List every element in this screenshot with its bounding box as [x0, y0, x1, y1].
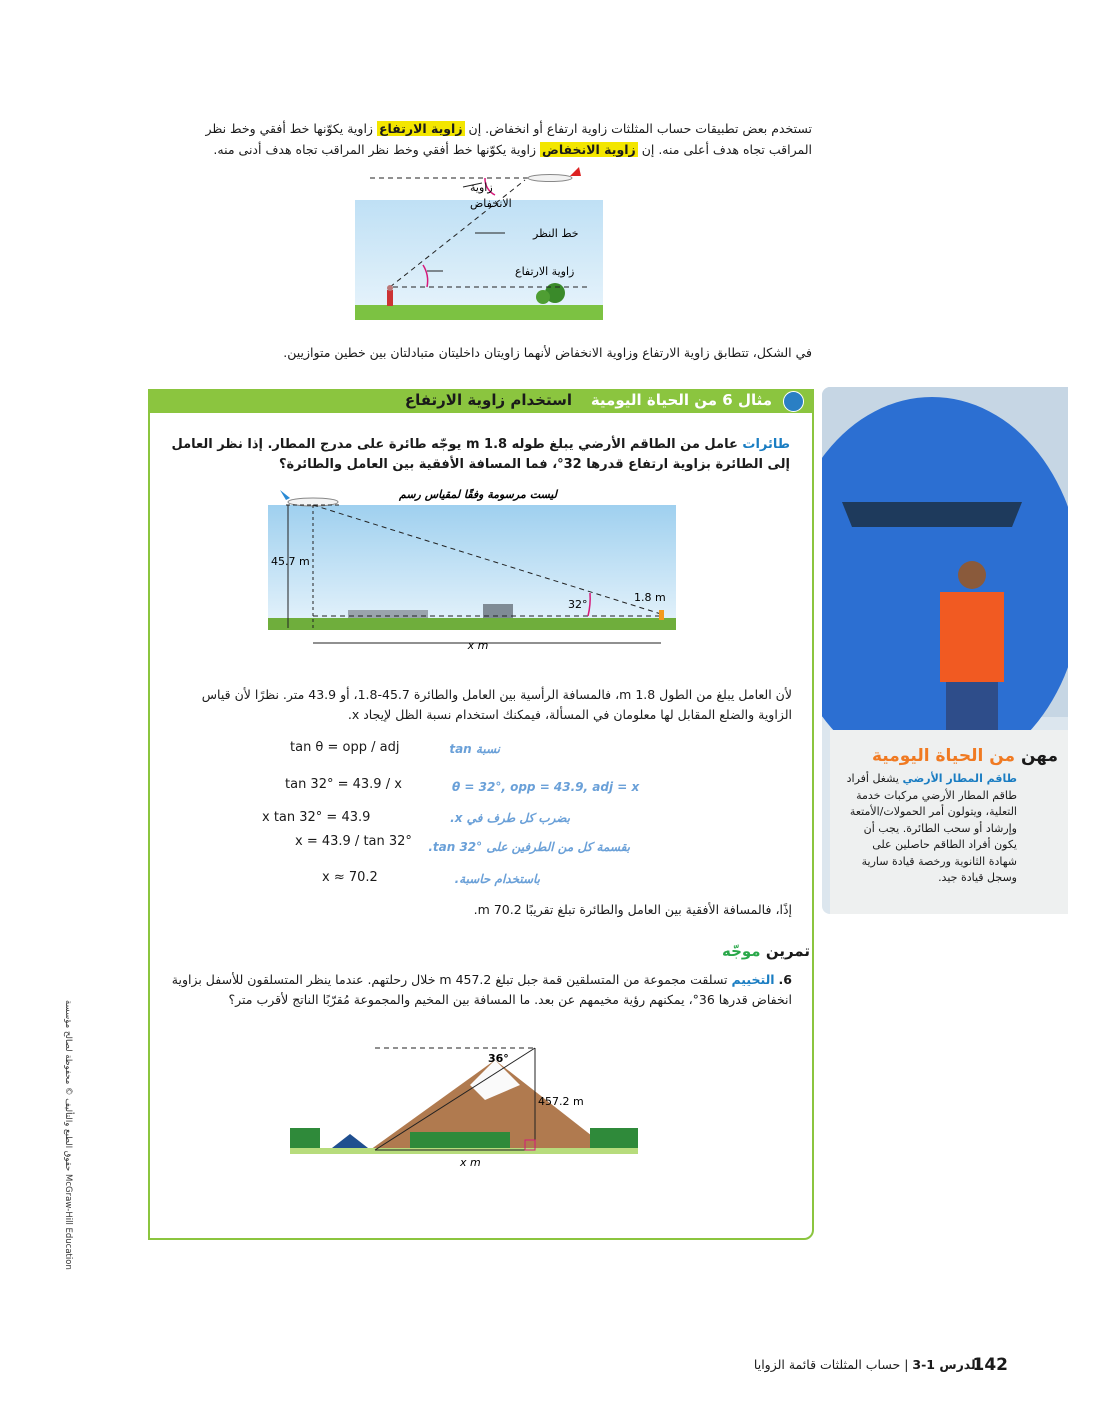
example-header	[148, 389, 812, 413]
copyright-credit: حقوق الطبع والتأليف © محفوظة لصالح مؤسسة McGraw-Hill Education	[63, 1000, 73, 1270]
globe-icon	[783, 391, 804, 412]
example-title: استخدام زاوية الارتفاع	[404, 391, 572, 409]
fig3-x-label: x m	[460, 1156, 481, 1169]
fig-x-label: x m	[467, 639, 489, 652]
step-4-equation: x = 43.9 / tan 32°	[295, 834, 412, 849]
example-number: مثال 6 من الحياة اليومية	[590, 391, 772, 409]
practice-6-question: 6. التخييم تسلقت مجموعة من المتسلقين قمة جبل تبلغ 457.2 m خلال رحلتهم. عندما ينظر المتسلقون للأسفل بزاوية انخفاض قدرها 36°، يمكنهم رؤية مخيمهم عن بعد. ما المسافة بين المخيم والمجموعة مُقرّبًا الناتج لأقرب متر؟	[171, 972, 792, 1007]
step-2-note: θ = 32°, opp = 43.9, adj = x	[452, 780, 640, 794]
fig-angle-label: 32°	[568, 598, 588, 611]
step-2-equation: tan 32° = 43.9 / x	[285, 777, 402, 792]
label-line-of-sight: خط النظر	[533, 227, 579, 240]
fig3-angle-label: 36°	[488, 1052, 509, 1065]
step-3-equation: x tan 32° = 43.9	[262, 810, 371, 825]
example-question: طائرات عامل من الطاقم الأرضي يبلغ طوله 1.8 m يوجّه طائرة على مدرج المطار. إذا نظر العامل إلى الطائرة بزاوية ارتفاع قدرها 32°، فما المسافة الأفقية بين العامل والطائرة؟	[171, 437, 790, 472]
label-depression-2: الانخفاض	[470, 197, 512, 210]
label-depression-1: زاوية	[470, 181, 493, 194]
worker-icon	[659, 610, 664, 620]
not-to-scale-note: ليست مرسومة وفقًا لمقياس رسم	[399, 488, 557, 501]
step-3-note: بضرب كل طرف في x.	[450, 811, 570, 825]
example-conclusion: إذًا، فالمسافة الأفقية بين العامل والطائرة تبلغ تقريبًا 70.2 m.	[473, 902, 792, 917]
term-angle-of-elevation: زاوية الارتفاع	[378, 121, 463, 136]
solution-paragraph: لأن العامل يبلغ من الطول 1.8 m، فالمسافة الرأسية بين العامل والطائرة 45.7-1.8، أو 43.9 متر. نظرًا لأن قياس الزاوية والضلع المقابل لها معلومان في المسألة، فيمكنك استخدام نسبة الظل لإيجاد x.	[201, 687, 792, 722]
label-elevation: زاوية الارتفاع	[515, 265, 575, 278]
fig-worker-height-label: 1.8 m	[634, 591, 666, 604]
mountain-camp-figure	[290, 1040, 640, 1175]
step-1-equation: tan θ = opp / adj	[290, 740, 400, 755]
guided-practice-heading: تمرين موجّه	[722, 942, 810, 960]
elevation-depression-figure	[355, 165, 605, 320]
alternate-interior-angles-text: في الشكل، تتطابق زاوية الارتفاع وزاوية الانخفاض لأنهما زاويتان داخليتان متبادلتان بين خطين متوازيين.	[283, 345, 812, 360]
step-1-note: نسبة tan	[449, 742, 500, 756]
careers-text: طاقم المطار الأرضي يشغل أفراد طاقم المطار الأرضي مركبات خدمة التعلية، ويتولون أمر الحمولات/الأمتعة وإرشاد أو سحب الطائرة. يجب أن يكون أفراد الطاقم حاصلين على شهادة الثانوية ورخصة قيادة سارية وسجل قيادة جيد.	[846, 772, 1017, 884]
fig-height-label: 45.7 m	[271, 555, 310, 568]
airplane-worker-figure	[268, 480, 678, 655]
term-angle-of-depression: زاوية الانخفاض	[542, 142, 636, 157]
fig3-height-label: 457.2 m	[538, 1095, 584, 1108]
airplane-icon	[528, 167, 581, 182]
observer-icon	[387, 285, 393, 306]
tent-icon	[332, 1134, 368, 1148]
step-5-equation: x ≈ 70.2	[322, 870, 378, 885]
airplane-icon	[280, 490, 338, 506]
step-5-note: باستخدام حاسبة.	[454, 872, 540, 886]
careers-heading: مهن من الحياة اليومية	[871, 746, 1058, 766]
footer-lesson: الدرس 1-3 | حساب المثلثات قائمة الزوايا	[753, 1357, 980, 1372]
page-number: 142	[972, 1355, 1008, 1375]
intro-paragraph: تستخدم بعض تطبيقات حساب المثلثات زاوية ارتفاع أو انخفاض. إن زاوية الارتفاع زاوية يكوّنها خط أفقي وخط نظر المراقب تجاه هدف أعلى منه. إن زاوية الانخفاض زاوية يكوّنها خط أفقي وخط نظر المراقب تجاه هدف أدنى منه.	[205, 121, 812, 157]
step-4-note: بقسمة كل من الطرفين على tan 32°.	[428, 840, 630, 854]
